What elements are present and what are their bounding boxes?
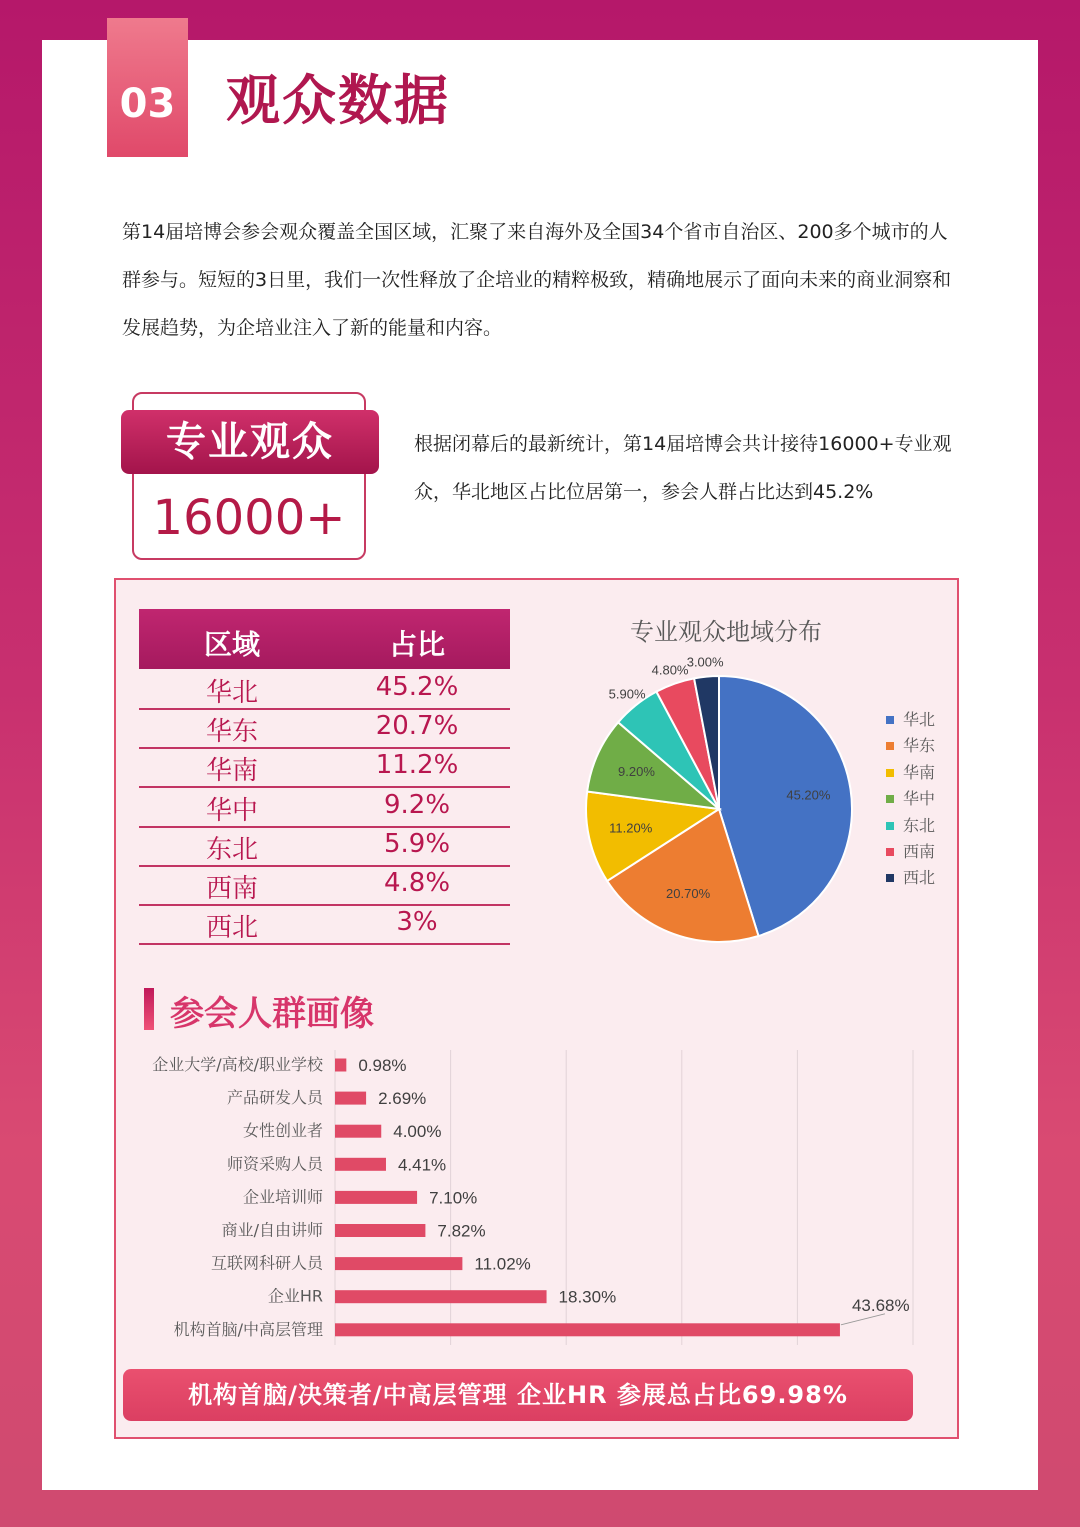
table-row — [139, 669, 510, 710]
legend-item — [886, 735, 935, 761]
header-region: 区域 — [203, 628, 260, 661]
legend-item — [886, 841, 935, 867]
bar-category-label: 机构首脑/中高层管理 — [173, 1319, 323, 1339]
legend-label: 东北 — [903, 815, 936, 835]
legend-label: 华南 — [903, 762, 936, 782]
legend-item — [886, 815, 935, 841]
bar-data-label: 7.82% — [437, 1221, 486, 1241]
bar — [335, 1323, 840, 1336]
table-row — [139, 787, 510, 828]
pct-cell: 5.9% — [383, 828, 451, 859]
bar-category-label: 师资采购人员 — [226, 1154, 323, 1174]
legend-label: 华东 — [903, 736, 936, 756]
legend-label: 西南 — [903, 841, 936, 861]
bar-data-label: 2.69% — [378, 1089, 427, 1109]
pct-cell: 4.8% — [383, 868, 451, 898]
summary-banner: 机构首脑/决策者/中高层管理 企业HR 参展总占比69.98% — [123, 1369, 913, 1421]
legend-label: 西北 — [903, 868, 936, 888]
pie-data-label: 3.00% — [686, 654, 724, 670]
legend-item — [886, 762, 935, 788]
bar — [335, 1224, 425, 1237]
legend-swatch — [886, 769, 894, 777]
bar-data-label: 0.98% — [358, 1056, 407, 1075]
region-cell: 西北 — [205, 913, 258, 944]
legend-item — [886, 867, 935, 893]
audience-badge-label: 专业观众 — [121, 410, 379, 474]
bar-label-leader — [841, 1314, 885, 1325]
legend-swatch — [886, 795, 894, 803]
legend-swatch — [886, 742, 894, 750]
legend-item — [886, 709, 935, 735]
pie-data-label: 4.80% — [651, 662, 689, 678]
bar-data-label: 18.30% — [558, 1287, 617, 1307]
section-title: 观众数据 — [226, 69, 450, 132]
region-cell: 西南 — [205, 874, 258, 904]
legend-swatch — [886, 848, 894, 856]
pct-cell: 45.2% — [375, 672, 459, 702]
pct-cell: 3% — [396, 907, 438, 938]
pie-data-label: 5.90% — [608, 686, 646, 702]
table-row — [139, 708, 510, 749]
bar-category-label: 女性创业者 — [242, 1121, 323, 1141]
bar — [335, 1191, 417, 1204]
bar-data-label: 11.02% — [474, 1254, 531, 1274]
region-cell: 华东 — [205, 717, 258, 748]
section-number: 03 — [107, 18, 188, 157]
profile-title: 参会人群画像 — [170, 994, 374, 1034]
intro-paragraph: 第14届培博会参会观众覆盖全国区域，汇聚了来自海外及全国34个省市自治区、200多个城市的人群参与。短短的3日里，我们一次性释放了企培业的精粹极致，精确地展示了面向未来的商业洞察和发展趋势，为企培业注入了新的能量和内容。 — [122, 221, 952, 339]
table-row — [139, 865, 510, 906]
bar — [335, 1158, 386, 1171]
legend-label: 华北 — [903, 710, 936, 729]
legend-label: 华中 — [903, 789, 936, 809]
bar — [335, 1092, 366, 1105]
pie-legend — [886, 709, 935, 894]
bar-category-label: 产品研发人员 — [226, 1088, 323, 1108]
region-cell: 华北 — [205, 678, 258, 708]
pie-data-label: 11.20% — [609, 820, 653, 836]
bar — [335, 1257, 462, 1270]
region-cell: 华南 — [205, 756, 258, 787]
bar-category-label: 互联网科研人员 — [210, 1253, 323, 1273]
stat-paragraph: 根据闭幕后的最新统计，第14届培博会共计接待16000+专业观众，华北地区占比位居第一，参会人群占比达到45.2% — [414, 433, 952, 503]
pie-data-label: 45.20% — [786, 787, 831, 803]
pie-data-label: 20.70% — [666, 885, 711, 901]
bar-data-label: 43.68% — [851, 1295, 910, 1315]
legend-swatch — [886, 822, 894, 830]
pct-cell: 9.2% — [383, 789, 451, 820]
pie-chart-title: 专业观众地域分布 — [630, 618, 822, 646]
legend-swatch — [886, 874, 894, 882]
pct-cell: 20.7% — [375, 711, 459, 742]
pct-cell: 11.2% — [375, 750, 459, 781]
legend-item — [886, 788, 935, 814]
pie-data-label: 9.20% — [618, 764, 655, 780]
legend-swatch — [886, 716, 894, 724]
region-cell: 华中 — [205, 795, 258, 826]
audience-badge-value: 16000+ — [152, 490, 346, 546]
bar-category-label: 企业培训师 — [242, 1187, 323, 1207]
bar — [335, 1290, 547, 1303]
header-pct: 占比 — [388, 628, 445, 661]
pie-chart — [560, 650, 880, 960]
bar-data-label: 7.10% — [429, 1188, 478, 1208]
region-cell: 东北 — [205, 834, 258, 865]
profile-title-marker — [144, 988, 154, 1030]
bar-data-label: 4.41% — [397, 1155, 447, 1175]
bar-category-label: 企业HR — [267, 1286, 323, 1306]
bar — [335, 1125, 381, 1138]
bar — [335, 1059, 346, 1072]
bar-category-label: 企业大学/高校/职业学校 — [152, 1055, 323, 1074]
bar-category-label: 商业/自由讲师 — [221, 1220, 323, 1240]
region-table-header — [139, 609, 510, 669]
table-row — [139, 747, 510, 788]
profile-bar-chart — [114, 1045, 959, 1345]
bar-data-label: 4.00% — [393, 1122, 442, 1142]
table-row — [139, 904, 510, 945]
table-row — [139, 826, 510, 867]
